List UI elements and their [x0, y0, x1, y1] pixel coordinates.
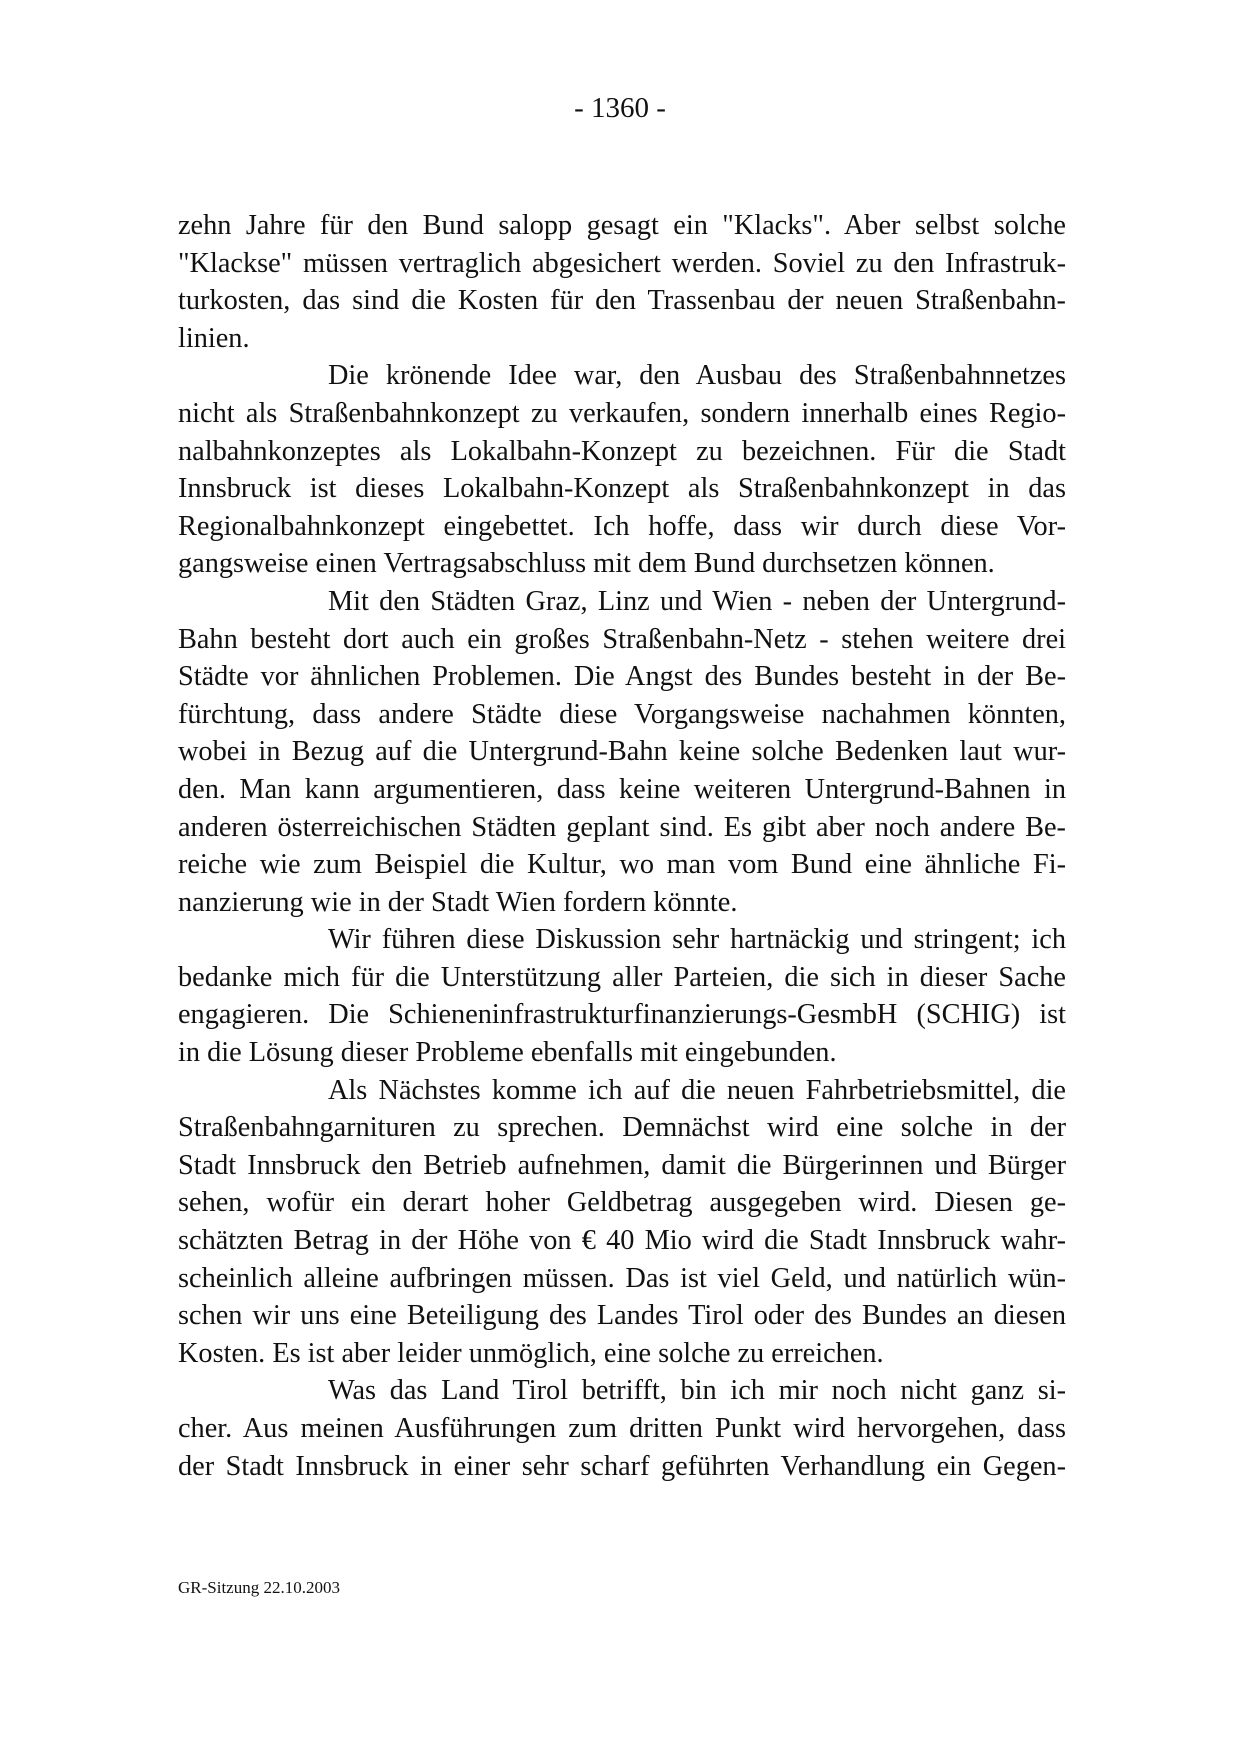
- footer-session-date: GR-Sitzung 22.10.2003: [178, 1578, 340, 1597]
- text-line: Städte vor ähnlichen Problemen. Die Angst des Bundes besteht in der Be-: [178, 661, 1066, 693]
- text-line: Kosten. Es ist aber leider unmöglich, eine solche zu erreichen.: [178, 1337, 884, 1369]
- text-line: engagieren. Die Schieneninfrastrukturfinanzierungs-GesmbH (SCHIG) ist: [178, 999, 1066, 1031]
- text-line: Mit den Städten Graz, Linz und Wien - neben der Untergrund-: [328, 585, 1066, 617]
- text-line: Straßenbahngarnituren zu sprechen. Demnächst wird eine solche in der: [178, 1112, 1066, 1144]
- text-line: schen wir uns eine Beteiligung des Landes Tirol oder des Bundes an diesen: [178, 1300, 1066, 1332]
- text-line: linien.: [178, 322, 250, 354]
- text-line: nicht als Straßenbahnkonzept zu verkaufen, sondern innerhalb eines Regio-: [178, 397, 1066, 429]
- page-number: - 1360 -: [574, 92, 666, 124]
- text-line: in die Lösung dieser Probleme ebenfalls mit eingebunden.: [178, 1037, 837, 1069]
- text-line: Wir führen diese Diskussion sehr hartnäckig und stringent; ich: [328, 924, 1066, 956]
- paragraph: [178, 921, 1066, 1071]
- text-line: cher. Aus meinen Ausführungen zum dritten Punkt wird hervorgehen, dass: [178, 1413, 1066, 1444]
- text-line: nalbahnkonzeptes als Lokalbahn-Konzept zu bezeichnen. Für die Stadt: [178, 435, 1066, 467]
- text-line: fürchtung, dass andere Städte diese Vorgangsweise nachahmen könnten,: [178, 698, 1066, 730]
- text-line: Innsbruck ist dieses Lokalbahn-Konzept als Straßenbahnkonzept in das: [178, 473, 1066, 505]
- text-line: Als Nächstes komme ich auf die neuen Fahrbetriebsmittel, die: [328, 1074, 1066, 1106]
- paragraph: [178, 1072, 1066, 1373]
- text-line: schätzten Betrag in der Höhe von € 40 Mio wird die Stadt Innsbruck wahr-: [178, 1225, 1066, 1257]
- text-line: scheinlich alleine aufbringen müssen. Das ist viel Geld, und natürlich wün-: [178, 1262, 1066, 1294]
- text-line: Bahn besteht dort auch ein großes Straßenbahn-Netz - stehen weitere drei: [178, 623, 1066, 655]
- text-line: anderen österreichischen Städten geplant sind. Es gibt aber noch andere Be-: [178, 811, 1066, 843]
- text-line: der Stadt Innsbruck in einer sehr scharf geführten Verhandlung ein Gegen-: [178, 1450, 1066, 1482]
- text-line: sehen, wofür ein derart hoher Geldbetrag ausgegeben wird. Diesen ge-: [178, 1187, 1066, 1219]
- text-line: "Klackse" müssen vertraglich abgesichert werden. Soviel zu den Infrastruk-: [178, 247, 1066, 279]
- text-line: bedanke mich für die Unterstützung aller Parteien, die sich in dieser Sache: [178, 961, 1066, 993]
- text-line: Regionalbahnkonzept eingebettet. Ich hoffe, dass wir durch diese Vor-: [178, 510, 1066, 542]
- text-line: wobei in Bezug auf die Untergrund-Bahn keine solche Bedenken laut wur-: [178, 736, 1066, 768]
- text-line: turkosten, das sind die Kosten für den Trassenbau der neuen Straßenbahn-: [178, 285, 1066, 317]
- text-line: den. Man kann argumentieren, dass keine weiteren Untergrund-Bahnen in: [178, 773, 1066, 805]
- text-line: zehn Jahre für den Bund salopp gesagt ein "Klacks". Aber selbst solche: [178, 210, 1066, 241]
- text-line: reiche wie zum Beispiel die Kultur, wo man vom Bund eine ähnliche Fi-: [178, 849, 1066, 881]
- paragraph: [178, 583, 1066, 921]
- text-line: nanzierung wie in der Stadt Wien fordern könnte.: [178, 886, 738, 918]
- paragraph: [178, 357, 1066, 583]
- text-line: Die krönende Idee war, den Ausbau des Straßenbahnnetzes: [328, 360, 1066, 392]
- body-text: [178, 207, 1066, 1485]
- paragraph: [178, 1372, 1066, 1485]
- paragraph: [178, 207, 1066, 357]
- text-line: Stadt Innsbruck den Betrieb aufnehmen, damit die Bürgerinnen und Bürger: [178, 1149, 1066, 1181]
- text-line: Was das Land Tirol betrifft, bin ich mir noch nicht ganz si-: [328, 1375, 1066, 1407]
- text-line: gangsweise einen Vertragsabschluss mit dem Bund durchsetzen können.: [178, 548, 995, 580]
